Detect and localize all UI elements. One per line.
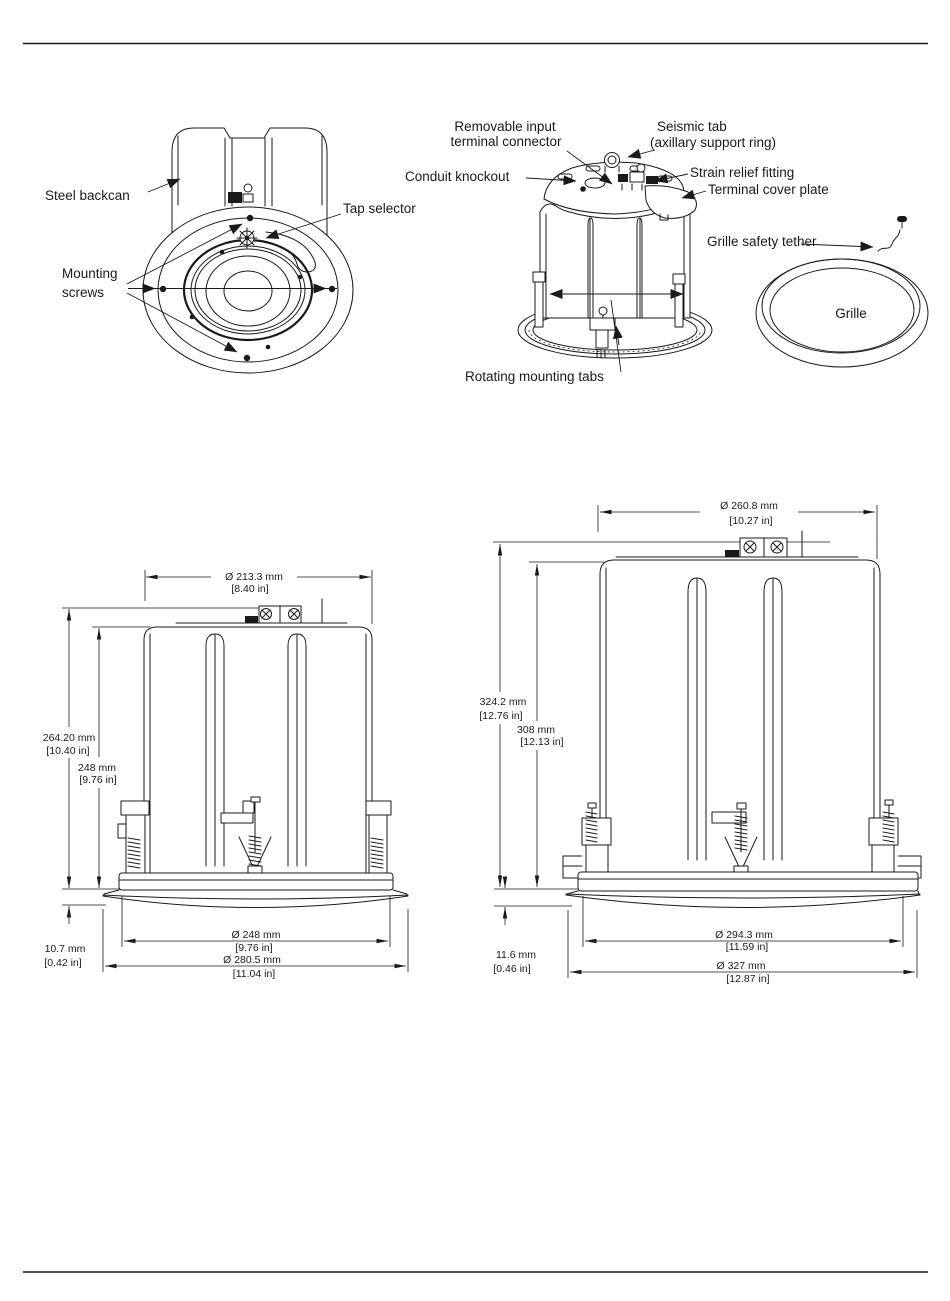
mounting-screw-bottom [244, 355, 250, 361]
dim-grille-diameter-in: [12.87 in] [726, 973, 770, 985]
seismic-tab-leader [628, 150, 655, 157]
removable-input-label-2: terminal connector [450, 134, 562, 149]
tap-selector-label: Tap selector [343, 201, 416, 216]
dim-backcan-height-mm: 248 mm [78, 762, 116, 774]
large-speaker-drawing [563, 531, 921, 908]
front-view-diagram [45, 128, 416, 373]
dim-grille-diameter-mm: Ø 327 mm [716, 960, 766, 972]
small-speaker-drawing [103, 599, 408, 908]
dim-overall-height-in: [10.40 in] [46, 745, 90, 757]
dim-backcan-diameter-in: [10.27 in] [729, 515, 773, 527]
mounting-screws-label-1: Mounting [62, 266, 118, 281]
mounting-screw-top [247, 215, 253, 221]
dim-backcan-height-in: [9.76 in] [79, 774, 117, 786]
mounting-screws-label-2: screws [62, 285, 105, 300]
terminal-cover-label: Terminal cover plate [708, 182, 829, 197]
seismic-tab-label-1: Seismic tab [657, 119, 727, 134]
seismic-tab-label-2: (axillary support ring) [650, 135, 777, 150]
dim-backcan-height-in: [12.13 in] [520, 736, 564, 748]
dim-flange-diameter-mm: Ø 248 mm [231, 929, 281, 941]
dim-overall-height-in: [12.76 in] [479, 710, 523, 722]
backcan-side-drawing [540, 204, 690, 318]
dim-backcan-height-mm: 308 mm [517, 724, 555, 736]
dim-overall-height-mm: 324.2 mm [479, 696, 527, 708]
dim-grille-protrusion-in: [0.46 in] [493, 963, 531, 975]
dim-backcan-diameter-mm: Ø 260.8 mm [720, 500, 778, 512]
dim-grille-protrusion-mm: 10.7 mm [44, 943, 86, 955]
dim-grille-diameter-mm: Ø 280.5 mm [223, 954, 281, 966]
dim-backcan-diameter-mm: Ø 213.3 mm [225, 571, 283, 583]
conduit-knockout-label: Conduit knockout [405, 169, 510, 184]
removable-input-label-1: Removable input [454, 119, 556, 134]
rotating-tabs-label: Rotating mounting tabs [465, 369, 604, 384]
terminal-cover-plate-drawing [645, 186, 696, 219]
dim-flange-diameter-mm: Ø 294.3 mm [715, 929, 773, 941]
dim-overall-height-mm: 264.20 mm [42, 732, 96, 744]
dimension-drawing-left [43, 566, 408, 980]
dim-backcan-diameter-in: [8.40 in] [231, 583, 269, 595]
strain-relief-label: Strain relief fitting [690, 165, 795, 180]
steel-backcan-label: Steel backcan [45, 188, 130, 203]
conduit-knockout-drawing [585, 178, 605, 188]
dim-grille-protrusion-mm: 11.6 mm [495, 949, 537, 961]
terminal-plate-drawing [544, 153, 696, 221]
dim-grille-protrusion-in: [0.42 in] [44, 957, 82, 969]
dim-grille-diameter-in: [11.04 in] [232, 968, 276, 980]
grille-safety-tether-label: Grille safety tether [707, 234, 817, 249]
side-view-diagram [405, 119, 928, 384]
grille-label: Grille [835, 306, 867, 321]
mounting-screw-right [329, 286, 335, 292]
dimension-drawing-right [479, 498, 921, 985]
dim-flange-diameter-in: [11.59 in] [725, 941, 769, 953]
dim-flange-diameter-in: [9.76 in] [235, 942, 273, 954]
mounting-screw-left [160, 286, 166, 292]
grille-safety-tether-drawing [878, 216, 907, 251]
